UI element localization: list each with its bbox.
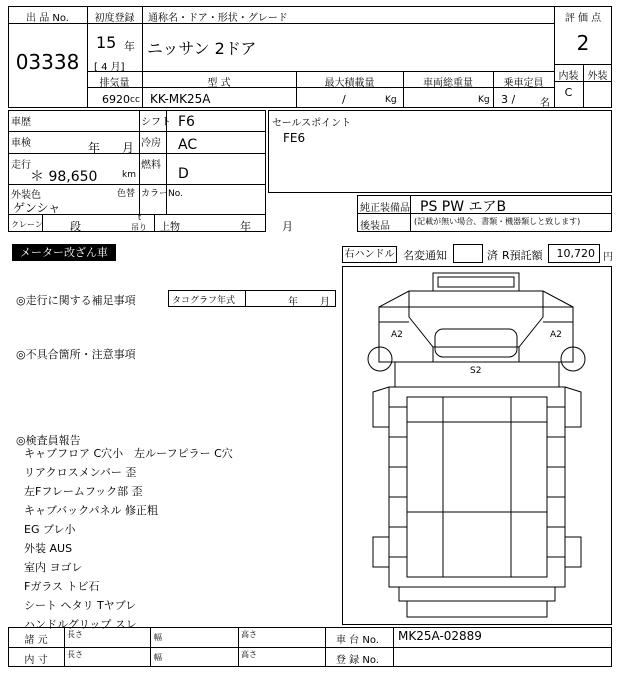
crane-label: クレーン: [11, 220, 43, 229]
inspection-year-unit: 年: [88, 141, 101, 155]
upper-month: 月: [282, 220, 293, 233]
name-change-label: 名変通知: [403, 249, 447, 262]
tachograph-year: 年: [288, 297, 298, 308]
grade-value: 2: [576, 31, 590, 55]
history-label: 車歴: [11, 117, 31, 128]
driving-remarks-label: ◎走行に関する補足事項: [16, 294, 136, 307]
inspector-note: EG ブレ小: [24, 523, 76, 536]
aftermarket-note: (記載が無い場合、書類・機器類しと致します): [414, 217, 581, 226]
inspector-note: ハンドルグリップ スレ: [24, 618, 137, 631]
car-name-label: 通称名・ドア・形状・グレード: [148, 13, 288, 24]
diagram-mark-cab: S2: [470, 366, 482, 376]
mileage-label: 走行: [11, 160, 31, 171]
ac-value: AC: [178, 137, 198, 153]
max-load-unit: Kg: [385, 95, 397, 105]
aftermarket-label: 後装品: [360, 221, 390, 232]
grade-label: 評 価 点: [564, 13, 602, 24]
shift-label: シフト: [141, 117, 171, 128]
meter-tampered-badge: メーター改ざん車: [12, 244, 116, 261]
diagram-mark-left: A2: [391, 330, 403, 340]
sales-point-label: セールスポイント: [272, 118, 352, 129]
tachograph-label: タコグラフ年式: [172, 296, 236, 306]
color-code-label: カラーNo.: [141, 189, 183, 199]
crane-stage: 段: [70, 220, 81, 233]
exterior-color-label: 外装色: [11, 190, 41, 201]
first-reg-label: 初度登録: [94, 13, 135, 24]
interior-dims-label: 内 寸: [24, 655, 48, 666]
tachograph-month: 月: [320, 297, 330, 308]
max-load-value: /: [342, 93, 346, 106]
inspector-note: 左Fフレームフック部 歪: [24, 485, 143, 498]
deposit-value: 10,720: [548, 244, 600, 263]
sales-point-value: FE6: [283, 131, 306, 145]
interior-value: C: [564, 86, 573, 99]
displacement-label: 排気量: [99, 78, 130, 89]
displacement-unit: cc: [130, 95, 140, 105]
inspector-report-label: ◎検査員報告: [16, 434, 81, 447]
car-name: ニッサン 2ドア: [147, 39, 257, 58]
reg-year-unit: 年: [124, 40, 135, 53]
deposit-label: R預託額: [502, 249, 543, 262]
model-label: 型 式: [207, 78, 231, 89]
equipment-label: 純正装備品: [360, 203, 410, 214]
exterior-label: 外装: [587, 71, 608, 82]
fuel-label: 燃料: [141, 160, 161, 171]
reg-year: 15: [96, 33, 117, 52]
width-label-2: 幅: [154, 653, 162, 662]
mileage-value: ＊ 98,650: [30, 169, 98, 185]
shift-value: F6: [178, 114, 195, 130]
length-label: 長さ: [67, 630, 83, 639]
gross-weight-label: 車両総重量: [423, 78, 473, 89]
inspector-note: シート ヘタリ Tヤブレ: [24, 599, 137, 612]
capacity-label: 乗車定員: [503, 78, 544, 89]
inspector-note: キャブバックパネル 修正粗: [24, 504, 158, 517]
dims-label: 諸 元: [24, 635, 48, 646]
interior-label: 内装: [558, 71, 579, 82]
inspector-note: Fガラス トビ石: [24, 580, 100, 593]
inspector-note: リアクロスメンバー 歪: [24, 466, 137, 479]
height-label: 高さ: [241, 630, 257, 639]
registration-label: 登 録 No.: [336, 655, 379, 666]
chassis-label: 車 台 No.: [336, 635, 379, 646]
inspection-month-unit: 月: [122, 141, 135, 155]
name-change-box: [453, 244, 483, 263]
inspector-notes: [24, 444, 233, 634]
color-change-label: 色替: [117, 189, 136, 199]
lot-number: 03338: [15, 50, 80, 74]
length-label-2: 長さ: [67, 650, 83, 659]
crane-ton: t: [138, 213, 142, 222]
max-load-label: 最大積載量: [324, 78, 375, 89]
exterior-color-value: ゲンシャ: [13, 201, 61, 215]
deposit-prefix: 済: [487, 249, 498, 262]
truck-diagram-icon: [343, 267, 611, 624]
model-value: KK-MK25A: [150, 92, 211, 106]
upper-label: 上物: [160, 222, 180, 233]
deposit-unit: 円: [603, 252, 613, 263]
inspector-note: 外装 AUS: [24, 542, 73, 555]
ac-label: 冷房: [141, 138, 161, 149]
gross-weight-unit: Kg: [478, 95, 490, 105]
capacity-value: 3 /: [501, 93, 516, 106]
mileage-unit: km: [122, 170, 136, 180]
equipment-value: PS PW エアB: [420, 199, 507, 215]
fuel-value: D: [178, 166, 189, 182]
inspector-note: キャブフロア C穴小 左ルーフピラー C穴: [24, 447, 233, 460]
crane-hang: 吊り: [131, 223, 147, 232]
displacement-value: 6920: [102, 93, 130, 106]
defects-label: ◎不具合箇所・注意事項: [16, 348, 136, 361]
inspection-label: 車検: [11, 138, 31, 149]
height-label-2: 高さ: [241, 650, 257, 659]
capacity-unit: 名: [540, 98, 550, 109]
upper-year: 年: [240, 220, 251, 233]
diagram-mark-right: A2: [550, 330, 562, 340]
inspector-note: 室内 ヨゴレ: [24, 561, 83, 574]
width-label: 幅: [154, 633, 162, 642]
reg-month: [ 4 月]: [94, 62, 125, 73]
right-handle-box: 右ハンドル: [342, 246, 397, 263]
chassis-value: MK25A-02889: [398, 629, 482, 643]
lot-label: 出 品 No.: [26, 13, 69, 24]
